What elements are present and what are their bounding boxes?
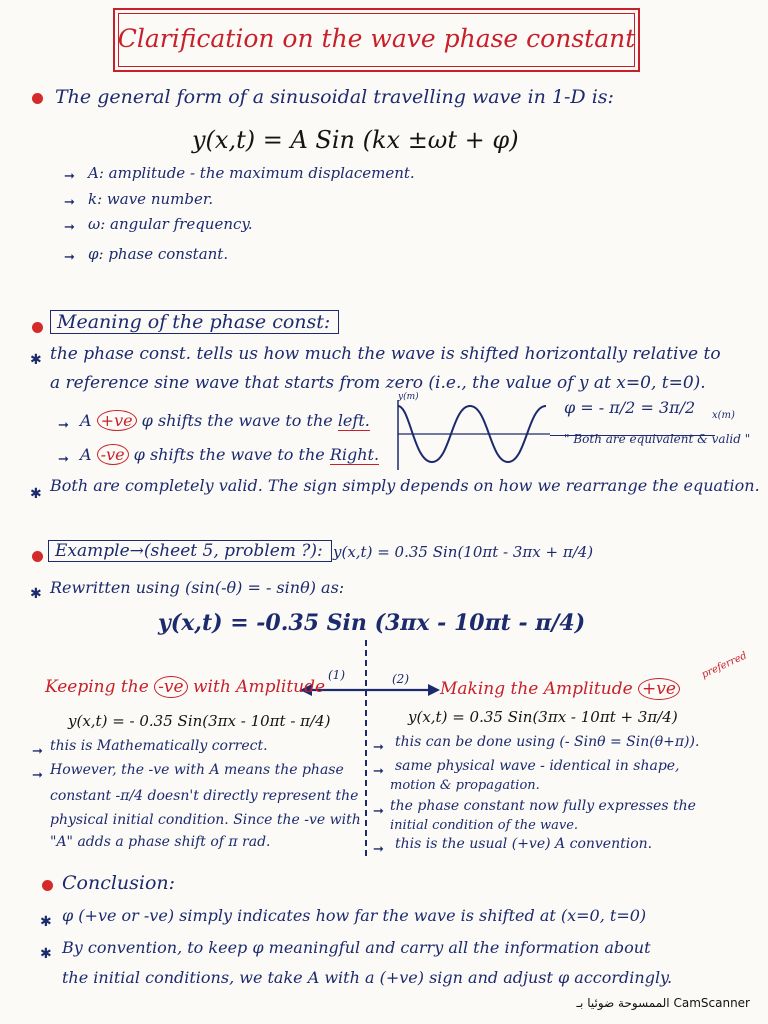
star-icon: ✱ xyxy=(40,914,52,930)
center-divider xyxy=(365,640,367,856)
negative-prefix: A xyxy=(80,445,92,464)
graph-note: " Both are equivalent & valid " xyxy=(564,432,751,446)
negative-sign-badge: -ve xyxy=(97,444,129,465)
arrow-icon: ➞ xyxy=(32,744,43,759)
marker-1: (1) xyxy=(328,668,345,682)
intro-heading: The general form of a sinusoidal travelling wave in 1-D is: xyxy=(55,86,614,108)
arrow-icon: ➞ xyxy=(373,842,384,857)
right-point-6: this is the usual (+ve) A convention. xyxy=(395,836,653,852)
left-heading-post: with Amplitude xyxy=(193,677,326,697)
rewritten-equation: y(x,t) = -0.35 Sin (3πx - 10πt - π/4) xyxy=(158,610,586,636)
conclusion-line-1: φ (+ve or -ve) simply indicates how far the wave is shifted at (x=0, t=0) xyxy=(62,906,647,925)
positive-sign-badge: +ve xyxy=(97,410,137,431)
general-equation: y(x,t) = A Sin (kx ±ωt + φ) xyxy=(192,126,519,154)
star-icon: ✱ xyxy=(30,586,42,602)
left-heading-pre: Keeping the xyxy=(45,677,149,697)
positive-rest: φ shifts the wave to the xyxy=(141,411,333,430)
left-point-1: this is Mathematically correct. xyxy=(50,738,268,754)
right-heading-sign: +ve xyxy=(638,678,680,700)
arrow-icon: ➞ xyxy=(64,220,75,235)
both-valid-line: Both are completely valid. The sign simply depends on how we rearrange the equation. xyxy=(50,476,760,495)
positive-direction: left. xyxy=(337,411,370,430)
def-wavenumber: k: wave number. xyxy=(88,190,214,208)
arrow-icon: ➞ xyxy=(58,452,69,467)
right-point-5: initial condition of the wave. xyxy=(390,818,579,833)
arrow-icon: ➞ xyxy=(373,740,384,755)
rewritten-label: Rewritten using (sin(-θ) = - sinθ) as: xyxy=(50,578,345,597)
def-phase-constant: φ: phase constant. xyxy=(88,245,229,263)
right-heading xyxy=(440,678,680,700)
right-heading-pre: Making the Amplitude xyxy=(440,679,633,699)
star-icon: ✱ xyxy=(30,352,42,368)
def-angular-frequency: ω: angular frequency. xyxy=(88,215,253,233)
left-point-3: constant -π/4 doesn't directly represent the xyxy=(50,788,359,804)
star-icon: ✱ xyxy=(40,946,52,962)
preferred-tag: preferred xyxy=(699,650,749,681)
arrow-icon: ➞ xyxy=(64,195,75,210)
graph-x-label: x(m) xyxy=(712,410,735,421)
conclusion-line-2: By convention, to keep φ meaningful and carry all the information about xyxy=(62,938,651,957)
negative-phi-line xyxy=(80,444,379,465)
arrow-icon: ➞ xyxy=(373,804,384,819)
bullet-meaning xyxy=(32,322,43,333)
meaning-line-2: a reference sine wave that starts from zero (i.e., the value of y at x=0, t=0). xyxy=(50,373,706,393)
arrow-icon: ➞ xyxy=(64,169,75,184)
arrow-icon: ➞ xyxy=(32,768,43,783)
graph-y-label: y(m) xyxy=(398,392,419,402)
marker-2: (2) xyxy=(392,672,409,686)
right-point-1: this can be done using (- Sinθ = Sin(θ+π)). xyxy=(395,734,700,750)
page-title: Clarification on the wave phase constant xyxy=(117,24,636,53)
positive-prefix: A xyxy=(80,411,92,430)
graph-phi-equation: φ = - π/2 = 3π/2 xyxy=(564,398,696,417)
arrow-icon: ➞ xyxy=(373,764,384,779)
meaning-line-1: the phase const. tells us how much the wave is shifted horizontally relative to xyxy=(50,344,721,364)
star-icon: ✱ xyxy=(30,486,42,502)
negative-rest: φ shifts the wave to the xyxy=(133,445,325,464)
meaning-heading: Meaning of the phase const: xyxy=(50,310,339,334)
left-heading xyxy=(45,676,325,698)
sine-wave-graph xyxy=(392,394,552,474)
right-point-4: the phase constant now fully expresses the xyxy=(390,798,696,814)
bullet-example xyxy=(32,551,43,562)
def-amplitude: A: amplitude - the maximum displacement. xyxy=(88,164,415,182)
conclusion-heading: Conclusion: xyxy=(62,872,176,894)
bullet-intro xyxy=(32,93,43,104)
negative-direction: Right. xyxy=(329,445,380,464)
example-label: Example→(sheet 5, problem ?): xyxy=(48,540,332,562)
scanner-watermark: الممسوحة ضوئيا بـ CamScanner xyxy=(576,996,750,1010)
left-equation: y(x,t) = - 0.35 Sin(3πx - 10πt - π/4) xyxy=(68,712,331,730)
left-heading-sign: -ve xyxy=(154,676,187,698)
right-point-2: same physical wave - identical in shape, xyxy=(395,758,680,774)
right-point-3: motion & propagation. xyxy=(390,778,540,793)
left-point-2: However, the -ve with A means the phase xyxy=(50,762,344,778)
left-point-5: "A" adds a phase shift of π rad. xyxy=(50,834,271,850)
positive-phi-line xyxy=(80,410,370,431)
conclusion-line-3: the initial conditions, we take A with a (+ve) sign and adjust φ accordingly. xyxy=(62,968,673,987)
arrow-icon: ➞ xyxy=(58,418,69,433)
bullet-conclusion xyxy=(42,880,53,891)
right-equation: y(x,t) = 0.35 Sin(3πx - 10πt + 3π/4) xyxy=(408,708,678,726)
example-given-equation: y(x,t) = 0.35 Sin(10πt - 3πx + π/4) xyxy=(333,543,594,561)
title-frame xyxy=(113,8,640,72)
left-point-4: physical initial condition. Since the -ve with xyxy=(50,812,361,828)
arrow-icon: ➞ xyxy=(64,250,75,265)
